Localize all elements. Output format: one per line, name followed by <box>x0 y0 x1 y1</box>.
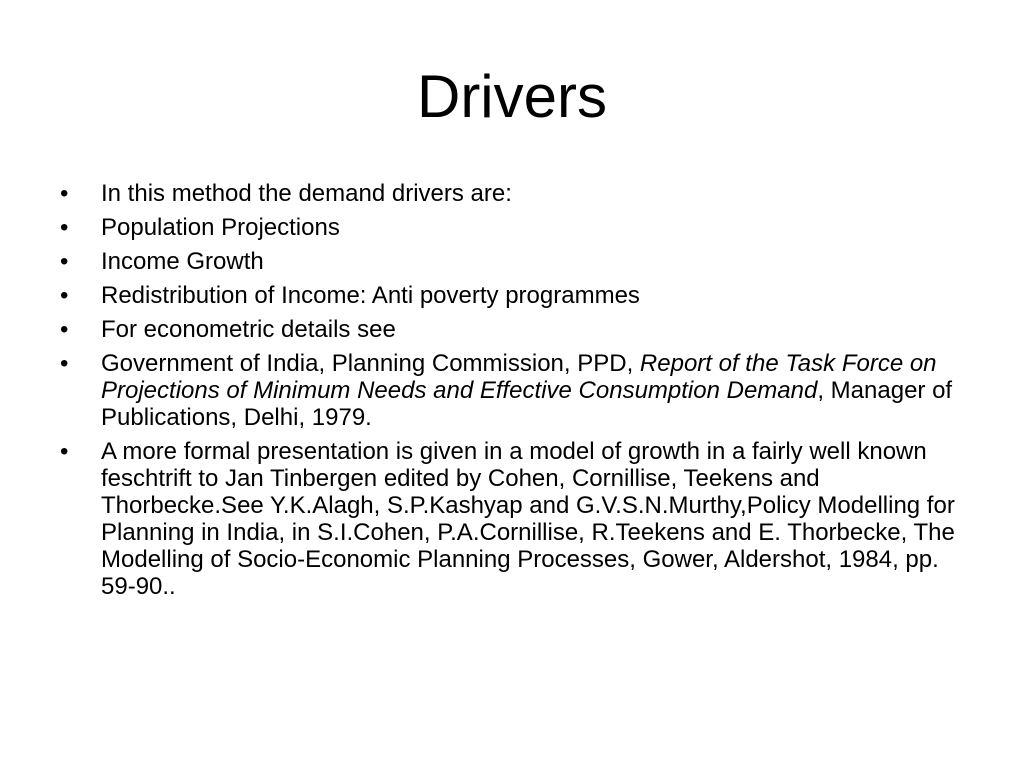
bullet-list <box>60 180 960 607</box>
bullet-item <box>60 248 960 275</box>
citation-report-title: Report of the Task Force on Projections of Minimum Needs and Effective Consumption Demand <box>101 350 937 404</box>
bullet-text: In this method the demand drivers are: <box>101 180 512 207</box>
bullet-item <box>60 214 960 241</box>
bullet-marker: • <box>60 282 69 309</box>
bullet-text: Redistribution of Income: Anti poverty programmes <box>101 282 640 309</box>
bullet-item <box>60 282 960 309</box>
bullet-text: Income Growth <box>101 248 264 275</box>
bullet-text <box>101 350 960 431</box>
bullet-marker: • <box>60 180 69 207</box>
bullet-marker: • <box>60 438 69 465</box>
bullet-item <box>60 316 960 343</box>
citation-author: Government of India, Planning Commission, PPD, <box>101 350 640 377</box>
bullet-item <box>60 438 960 600</box>
bullet-item <box>60 180 960 207</box>
bullet-text: A more formal presentation is given in a model of growth in a fairly well known feschtrift to Jan Tinbergen edited by Cohen, Cornillise, Teekens and Thorbecke.See Y.K.Alagh, S.P.Kashyap and G.V.S.N.Murthy,Policy Modelling for Planning in India, in S.I.Cohen, P.A.Cornillise, R.Teekens and E. Thorbecke, The Modelling of Socio-Economic Planning Processes, Gower, Aldershot, 1984, pp. 59-90.. <box>101 438 955 600</box>
bullet-marker: • <box>60 214 69 241</box>
bullet-marker: • <box>60 350 69 377</box>
bullet-item-citation <box>60 350 960 431</box>
citation-publisher: , Manager of Publications, Delhi, 1979. <box>101 377 953 431</box>
bullet-marker: • <box>60 248 69 275</box>
bullet-text: Population Projections <box>101 214 340 241</box>
bullet-marker: • <box>60 316 69 343</box>
bullet-text: For econometric details see <box>101 316 396 343</box>
slide-title: Drivers <box>417 63 607 130</box>
